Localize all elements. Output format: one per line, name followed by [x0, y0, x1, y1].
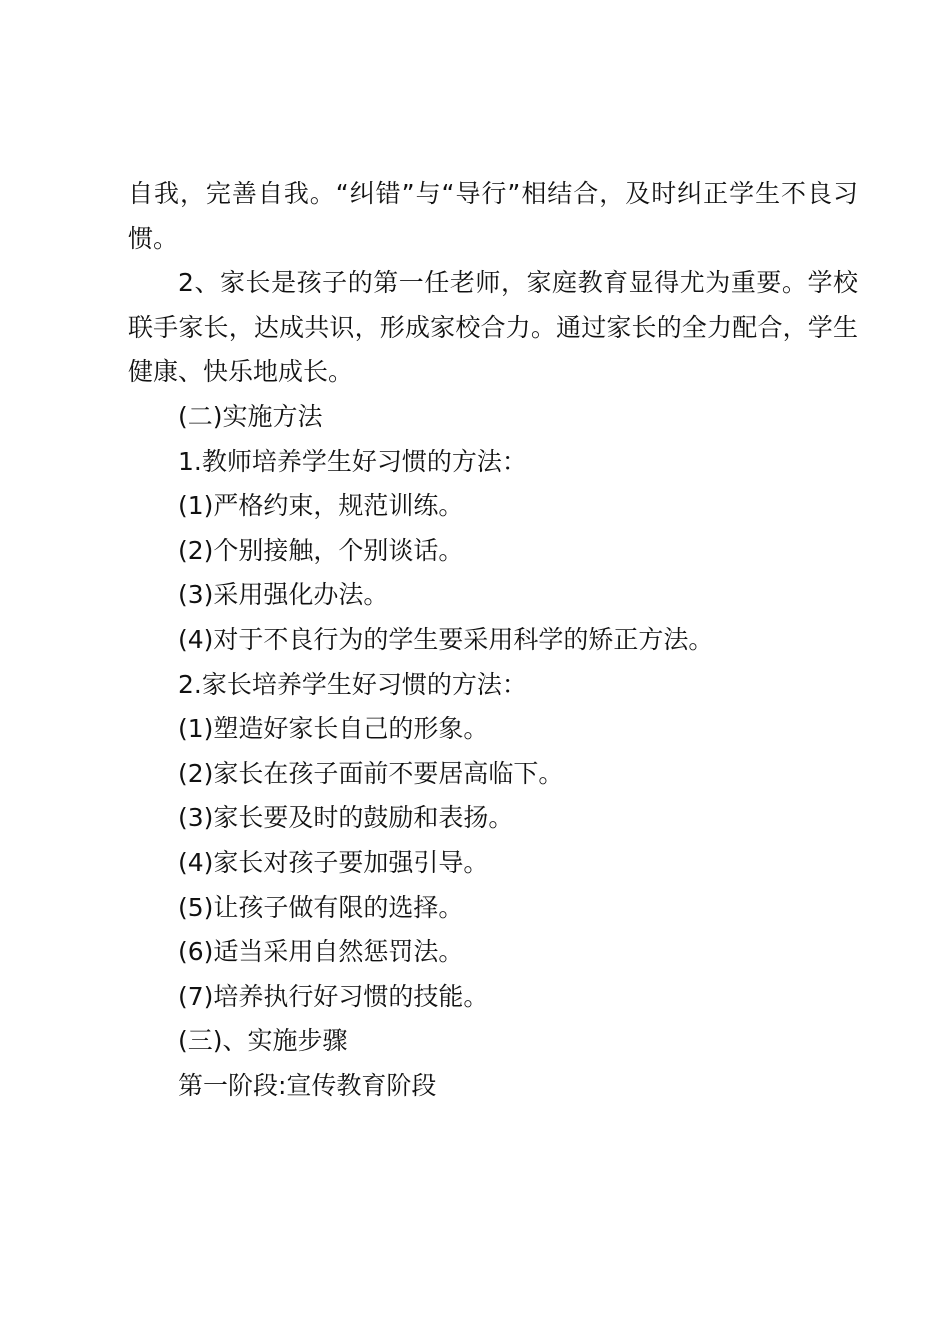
list-item: (4)对于不良行为的学生要采用科学的矫正方法。 — [178, 624, 714, 654]
paragraph-continuation: 自我，完善自我。“纠错”与“导行”相结合，及时纠正学生不良习惯。 — [128, 179, 858, 253]
body-text — [128, 172, 858, 1108]
subheading-parent-methods: 2.家长培养学生好习惯的方法： — [178, 669, 527, 699]
list-item: (2)家长在孩子面前不要居高临下。 — [178, 758, 564, 788]
list-item: (7)培养执行好习惯的技能。 — [178, 981, 489, 1011]
list-item: (6)适当采用自然惩罚法。 — [178, 937, 464, 967]
list-item: (3)家长要及时的鼓励和表扬。 — [178, 803, 514, 833]
paragraph-parents-role: 2、家长是孩子的第一任老师，家庭教育显得尤为重要。学校联手家长，达成共识，形成家校合力。通过家长的全力配合，学生健康、快乐地成长。 — [128, 268, 858, 387]
stage-heading: 第一阶段:宣传教育阶段 — [178, 1070, 437, 1100]
list-item: (1)严格约束，规范训练。 — [178, 491, 464, 521]
list-item: (3)采用强化办法。 — [178, 580, 389, 610]
subheading-teacher-methods: 1.教师培养学生好习惯的方法： — [178, 446, 527, 476]
list-item: (2)个别接触，个别谈话。 — [178, 535, 464, 565]
section-heading-steps: (三)、实施步骤 — [178, 1026, 348, 1056]
list-item: (1)塑造好家长自己的形象。 — [178, 714, 489, 744]
section-heading-methods: (二)实施方法 — [178, 401, 323, 431]
list-item: (4)家长对孩子要加强引导。 — [178, 847, 489, 877]
list-item: (5)让孩子做有限的选择。 — [178, 892, 464, 922]
